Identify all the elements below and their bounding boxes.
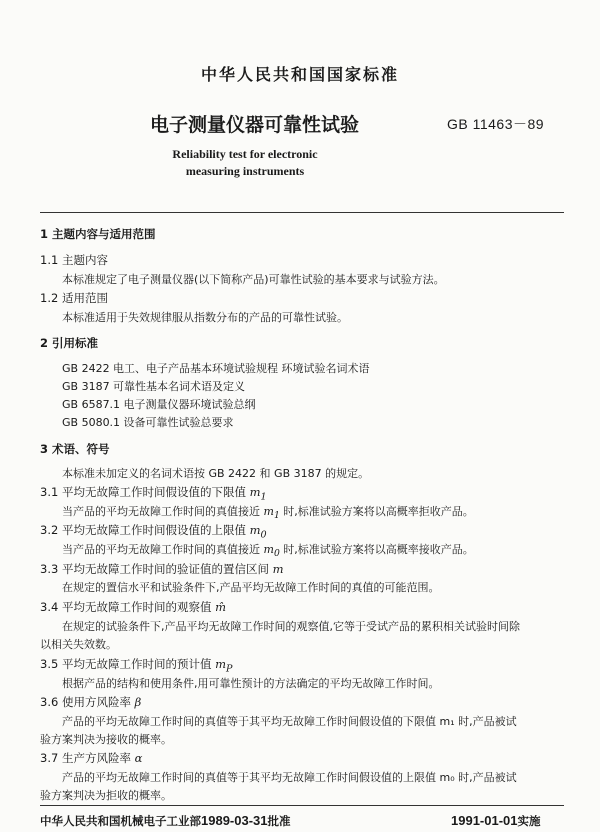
symbol-mp: $m_P$ [215, 657, 233, 675]
section-3-7-text-line2: 验方案判决为拒收的概率。 [40, 789, 172, 802]
section-3-heading: 3 术语、符号 [40, 442, 110, 456]
section-3-4-title: 3.4 平均无故障工作时间的观察值 [40, 600, 212, 614]
section-3-7-title: 3.7 生产方风险率 [40, 751, 131, 765]
document-title: 电子测量仪器可靠性试验 [150, 114, 360, 136]
section-3-1-heading [40, 484, 267, 502]
section-1-heading: 1 主题内容与适用范围 [40, 227, 156, 241]
symbol-m1-inline: $m_1$ [263, 505, 280, 522]
effective-date: 1991-01-01 [451, 813, 518, 828]
approved-label: 批准 [267, 814, 291, 828]
section-3-6-title: 3.6 使用方风险率 [40, 695, 131, 709]
section-3-3-text: 在规定的置信水平和试验条件下,产品平均无故障工作时间的真值的可能范围。 [62, 581, 440, 594]
section-3-5-title: 3.5 平均无故障工作时间的预计值 [40, 657, 212, 671]
issuer: 中华人民共和国机械电子工业部 [40, 814, 201, 828]
symbol-m-interval: m [272, 562, 284, 576]
approved-date: 1989-03-31 [201, 813, 268, 828]
section-3-4-text-line1: 在规定的试验条件下,产品平均无故障工作时间的观察值,它等于受试产品的累积相关试验时间除 [62, 620, 520, 633]
bottom-divider [40, 805, 564, 806]
approval-line [40, 813, 291, 829]
section-3-2-text: 当产品的平均无故障工作时间的真值接近 $m_0$ 时,标准试验方案将以高概率接收产品。 [62, 543, 474, 560]
reference-item: GB 2422 电工、电子产品基本环境试验规程 环境试验名词术语 [62, 362, 370, 375]
section-3-2-title: 3.2 平均无故障工作时间假设值的上限值 [40, 523, 246, 537]
section-3-5-heading [40, 656, 232, 674]
section-3-1-text: 当产品的平均无故障工作时间的真值接近 $m_1$ 时,标准试验方案将以高概率拒收产品。 [62, 505, 474, 522]
symbol-m0-inline: $m_0$ [263, 543, 280, 560]
section-1-2-heading: 1.2 适用范围 [40, 291, 108, 305]
reference-item: GB 5080.1 设备可靠性试验总要求 [62, 416, 234, 429]
reference-item: GB 6587.1 电子测量仪器环境试验总纲 [62, 398, 256, 411]
section-1-1-heading: 1.1 主题内容 [40, 253, 108, 267]
section-3-intro: 本标准未加定义的名词术语按 GB 2422 和 GB 3187 的规定。 [62, 467, 370, 480]
national-standard-header: 中华人民共和国国家标准 [200, 65, 399, 84]
section-3-3-heading [40, 561, 284, 577]
standard-number: GB 11463－89 [447, 116, 545, 132]
english-title-line1: Reliability test for electronic [172, 147, 318, 161]
section-3-2-heading [40, 522, 267, 540]
symbol-m1: $m_1$ [249, 485, 267, 503]
section-1-2-text: 本标准适用于失效规律服从指数分布的产品的可靠性试验。 [62, 311, 348, 324]
section-3-3-title: 3.3 平均无故障工作时间的验证值的置信区间 [40, 562, 269, 576]
reference-item: GB 3187 可靠性基本名词术语及定义 [62, 380, 246, 393]
section-3-6-text-line1: 产品的平均无故障工作时间的真值等于其平均无故障工作时间假设值的下限值 m₁ 时,产品被试 [62, 715, 517, 728]
effective-line [451, 813, 541, 829]
effective-label: 实施 [517, 814, 541, 828]
symbol-alpha: α [134, 751, 143, 765]
symbol-m-hat: m̂ [215, 600, 227, 614]
section-3-1-title: 3.1 平均无故障工作时间假设值的下限值 [40, 485, 246, 499]
section-3-4-heading [40, 599, 226, 615]
section-2-heading: 2 引用标准 [40, 336, 99, 350]
symbol-beta: β [134, 695, 142, 709]
section-3-7-heading [40, 750, 142, 766]
english-title-line2: measuring instruments [185, 164, 305, 178]
section-3-7-text-line1: 产品的平均无故障工作时间的真值等于其平均无故障工作时间假设值的上限值 m₀ 时,产品被试 [62, 771, 517, 784]
section-1-1-text: 本标准规定了电子测量仪器(以下简称产品)可靠性试验的基本要求与试验方法。 [62, 273, 445, 286]
top-divider [40, 212, 564, 213]
section-3-4-text-line2: 以相关失效数。 [40, 638, 117, 651]
section-3-6-heading [40, 694, 141, 710]
symbol-m0: $m_0$ [249, 523, 267, 541]
section-3-6-text-line2: 验方案判决为接收的概率。 [40, 733, 172, 746]
section-3-5-text: 根据产品的结构和使用条件,用可靠性预计的方法确定的平均无故障工作时间。 [62, 677, 440, 690]
